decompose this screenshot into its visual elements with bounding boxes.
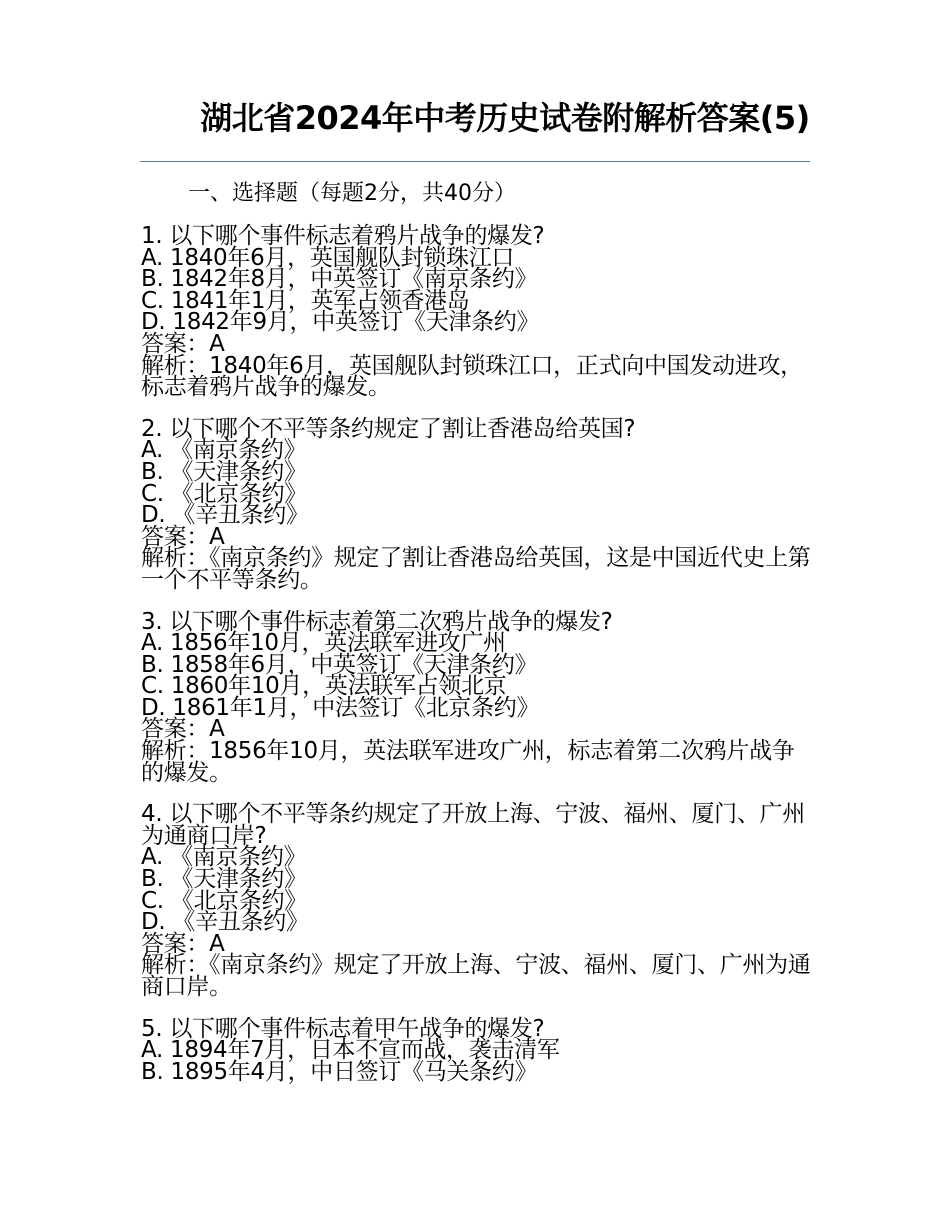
question-1: [141, 223, 816, 401]
answer: 答案：A: [141, 523, 225, 550]
option-b: B. 《天津条约》: [141, 458, 307, 485]
option-d: D. 《辛丑条约》: [141, 502, 309, 529]
option-d: D. 1842年9月，中英签订《天津条约》: [141, 309, 540, 336]
question-stem: 4. 以下哪个不平等条约规定了开放上海、宁波、福州、厦门、广州为通商口岸?: [141, 801, 805, 849]
explanation: 解析：1856年10月，英法联军进攻广州，标志着第二次鸦片战争的爆发。: [141, 738, 795, 786]
option-b: B. 1895年4月，中日签订《马关条约》: [141, 1058, 538, 1085]
question-2: [141, 415, 816, 593]
title-underline: [140, 161, 810, 162]
option-c: C. 1841年1月，英军占领香港岛: [141, 287, 470, 314]
option-a: A. 1856年10月，英法联军进攻广州: [141, 630, 506, 657]
question-stem: 2. 以下哪个不平等条约规定了割让香港岛给英国?: [141, 415, 636, 442]
option-c: C. 1860年10月，英法联军占领北京: [141, 673, 507, 700]
option-a: A. 1894年7月，日本不宣而战，袭击清军: [141, 1037, 560, 1064]
option-d: D. 1861年1月，中法签订《北京条约》: [141, 694, 540, 721]
question-3: [141, 608, 816, 786]
option-a: A. 1840年6月，英国舰队封锁珠江口: [141, 244, 515, 271]
option-c: C. 《北京条约》: [141, 480, 307, 507]
answer: 答案：A: [141, 930, 225, 957]
question-5: [141, 1015, 816, 1085]
question-4: [141, 801, 816, 1000]
option-a: A. 《南京条约》: [141, 844, 307, 871]
option-d: D. 《辛丑条约》: [141, 909, 309, 936]
question-stem: 1. 以下哪个事件标志着鸦片战争的爆发?: [141, 223, 545, 249]
section-heading: 一、选择题（每题2分，共40分）: [188, 181, 516, 206]
answer: 答案：A: [141, 716, 225, 743]
explanation: 解析：《南京条约》规定了开放上海、宁波、福州、厦门、广州为通商口岸。: [141, 952, 811, 1000]
page-title: 湖北省2024年中考历史试卷附解析答案(5): [200, 99, 810, 137]
option-b: B. 1858年6月，中英签订《天津条约》: [141, 651, 538, 678]
question-stem: 5. 以下哪个事件标志着甲午战争的爆发?: [141, 1015, 545, 1042]
question-stem: 3. 以下哪个事件标志着第二次鸦片战争的爆发?: [141, 608, 613, 635]
question-list: [141, 223, 816, 1103]
option-b: B. 《天津条约》: [141, 866, 307, 893]
option-c: C. 《北京条约》: [141, 887, 307, 914]
explanation: 解析：《南京条约》规定了割让香港岛给英国，这是中国近代史上第一个不平等条约。: [141, 545, 811, 593]
option-a: A. 《南京条约》: [141, 437, 307, 464]
answer: 答案：A: [141, 330, 225, 357]
option-b: B. 1842年8月，中英签订《南京条约》: [141, 266, 538, 293]
explanation: 解析：1840年6月，英国舰队封锁珠江口，正式向中国发动进攻，标志着鸦片战争的爆发。: [141, 352, 803, 401]
